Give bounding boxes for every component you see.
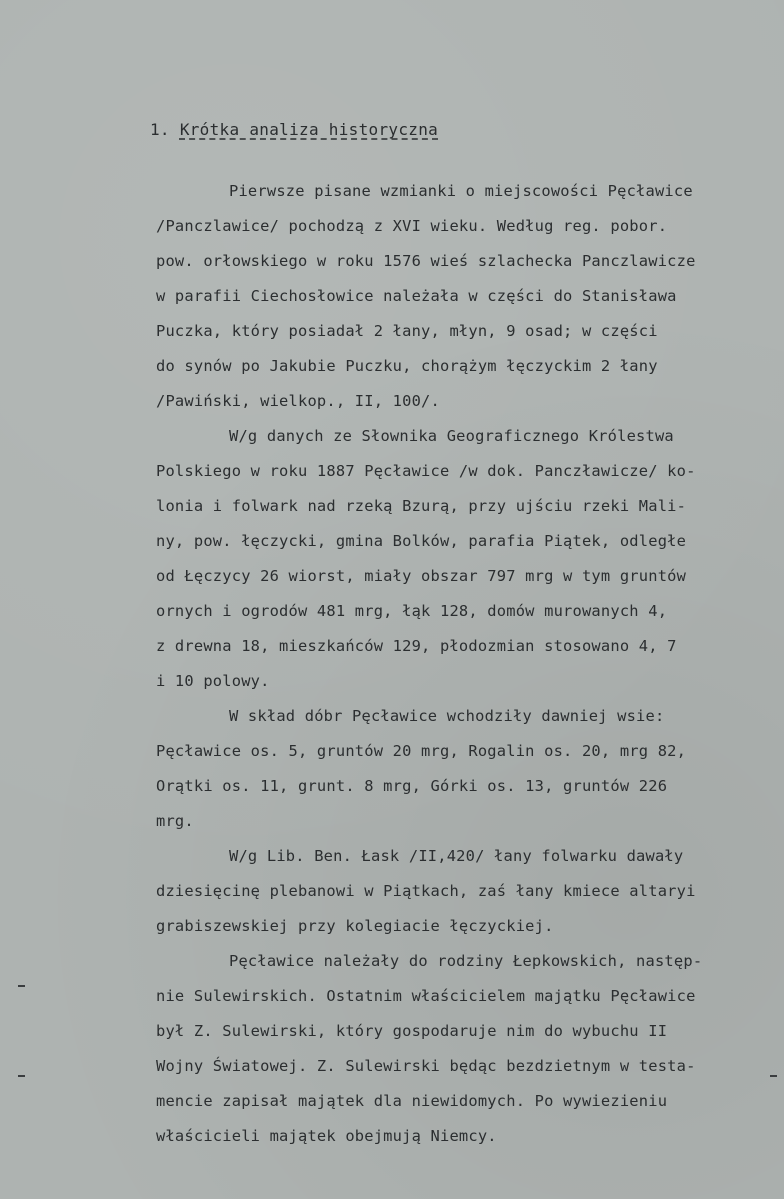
text-line: pow. orłowskiego w roku 1576 wieś szlachecka Panczlawicze	[156, 252, 696, 270]
text-line: mrg.	[156, 812, 194, 830]
text-line: Puczka, który posiadał 2 łany, młyn, 9 osad; w części	[156, 322, 658, 340]
text-line: Orątki os. 11, grunt. 8 mrg, Górki os. 13, gruntów 226	[156, 777, 668, 795]
text-line: W/g danych ze Słownika Geograficznego Królestwa	[229, 427, 674, 445]
text-line: był Z. Sulewirski, który gospodaruje nim do wybuchu II	[156, 1022, 668, 1040]
text-line: dziesięcinę plebanowi w Piątkach, zaś łany kmiece altaryi	[156, 882, 696, 900]
section-number: 1.	[150, 120, 170, 139]
text-line: W skład dóbr Pęcławice wchodziły dawniej wsie:	[229, 707, 665, 725]
text-line: Pęcławice należały do rodziny Łepkowskich, następ-	[229, 952, 703, 970]
text-line: grabiszewskiej przy kolegiacie łęczyckiej.	[156, 917, 554, 935]
text-line: Polskiego w roku 1887 Pęcławice /w dok. Panczławicze/ ko-	[156, 462, 696, 480]
text-line: mencie zapisał majątek dla niewidomych. Po wywiezieniu	[156, 1092, 668, 1110]
text-line: lonia i folwark nad rzeką Bzurą, przy ujściu rzeki Mali-	[156, 497, 687, 515]
text-line: W/g Lib. Ben. Łask /II,420/ łany folwarku dawały	[229, 847, 684, 865]
margin-tick-mark	[770, 1075, 777, 1077]
text-line: do synów po Jakubie Puczku, chorążym łęczyckim 2 łany	[156, 357, 658, 375]
section-title: Krótka analiza historyczna	[179, 120, 439, 139]
text-line: Pęcławice os. 5, gruntów 20 mrg, Rogalin os. 20, mrg 82,	[156, 742, 687, 760]
text-line: właścicieli majątek obejmują Niemcy.	[156, 1127, 497, 1145]
margin-tick-mark	[18, 985, 25, 987]
section-heading	[150, 120, 438, 139]
text-line: /Pawiński, wielkop., II, 100/.	[156, 392, 440, 410]
text-line: Wojny Światowej. Z. Sulewirski będąc bezdzietnym w testa-	[156, 1057, 696, 1075]
text-line: /Panczlawice/ pochodzą z XVI wieku. Według reg. pobor.	[156, 217, 668, 235]
text-line: w parafii Ciechosłowice należała w części do Stanisława	[156, 287, 677, 305]
text-line: ny, pow. łęczycki, gmina Bolków, parafia Piątek, odległe	[156, 532, 687, 550]
text-line: ornych i ogrodów 481 mrg, łąk 128, domów murowanych 4,	[156, 602, 668, 620]
text-line: i 10 polowy.	[156, 672, 270, 690]
margin-tick-mark	[18, 1075, 25, 1077]
text-line: nie Sulewirskich. Ostatnim właścicielem majątku Pęcławice	[156, 987, 696, 1005]
text-line: Pierwsze pisane wzmianki o miejscowości Pęcławice	[229, 182, 693, 200]
text-line: z drewna 18, mieszkańców 129, płodozmian stosowano 4, 7	[156, 637, 677, 655]
text-line: od Łęczycy 26 wiorst, miały obszar 797 mrg w tym gruntów	[156, 567, 687, 585]
